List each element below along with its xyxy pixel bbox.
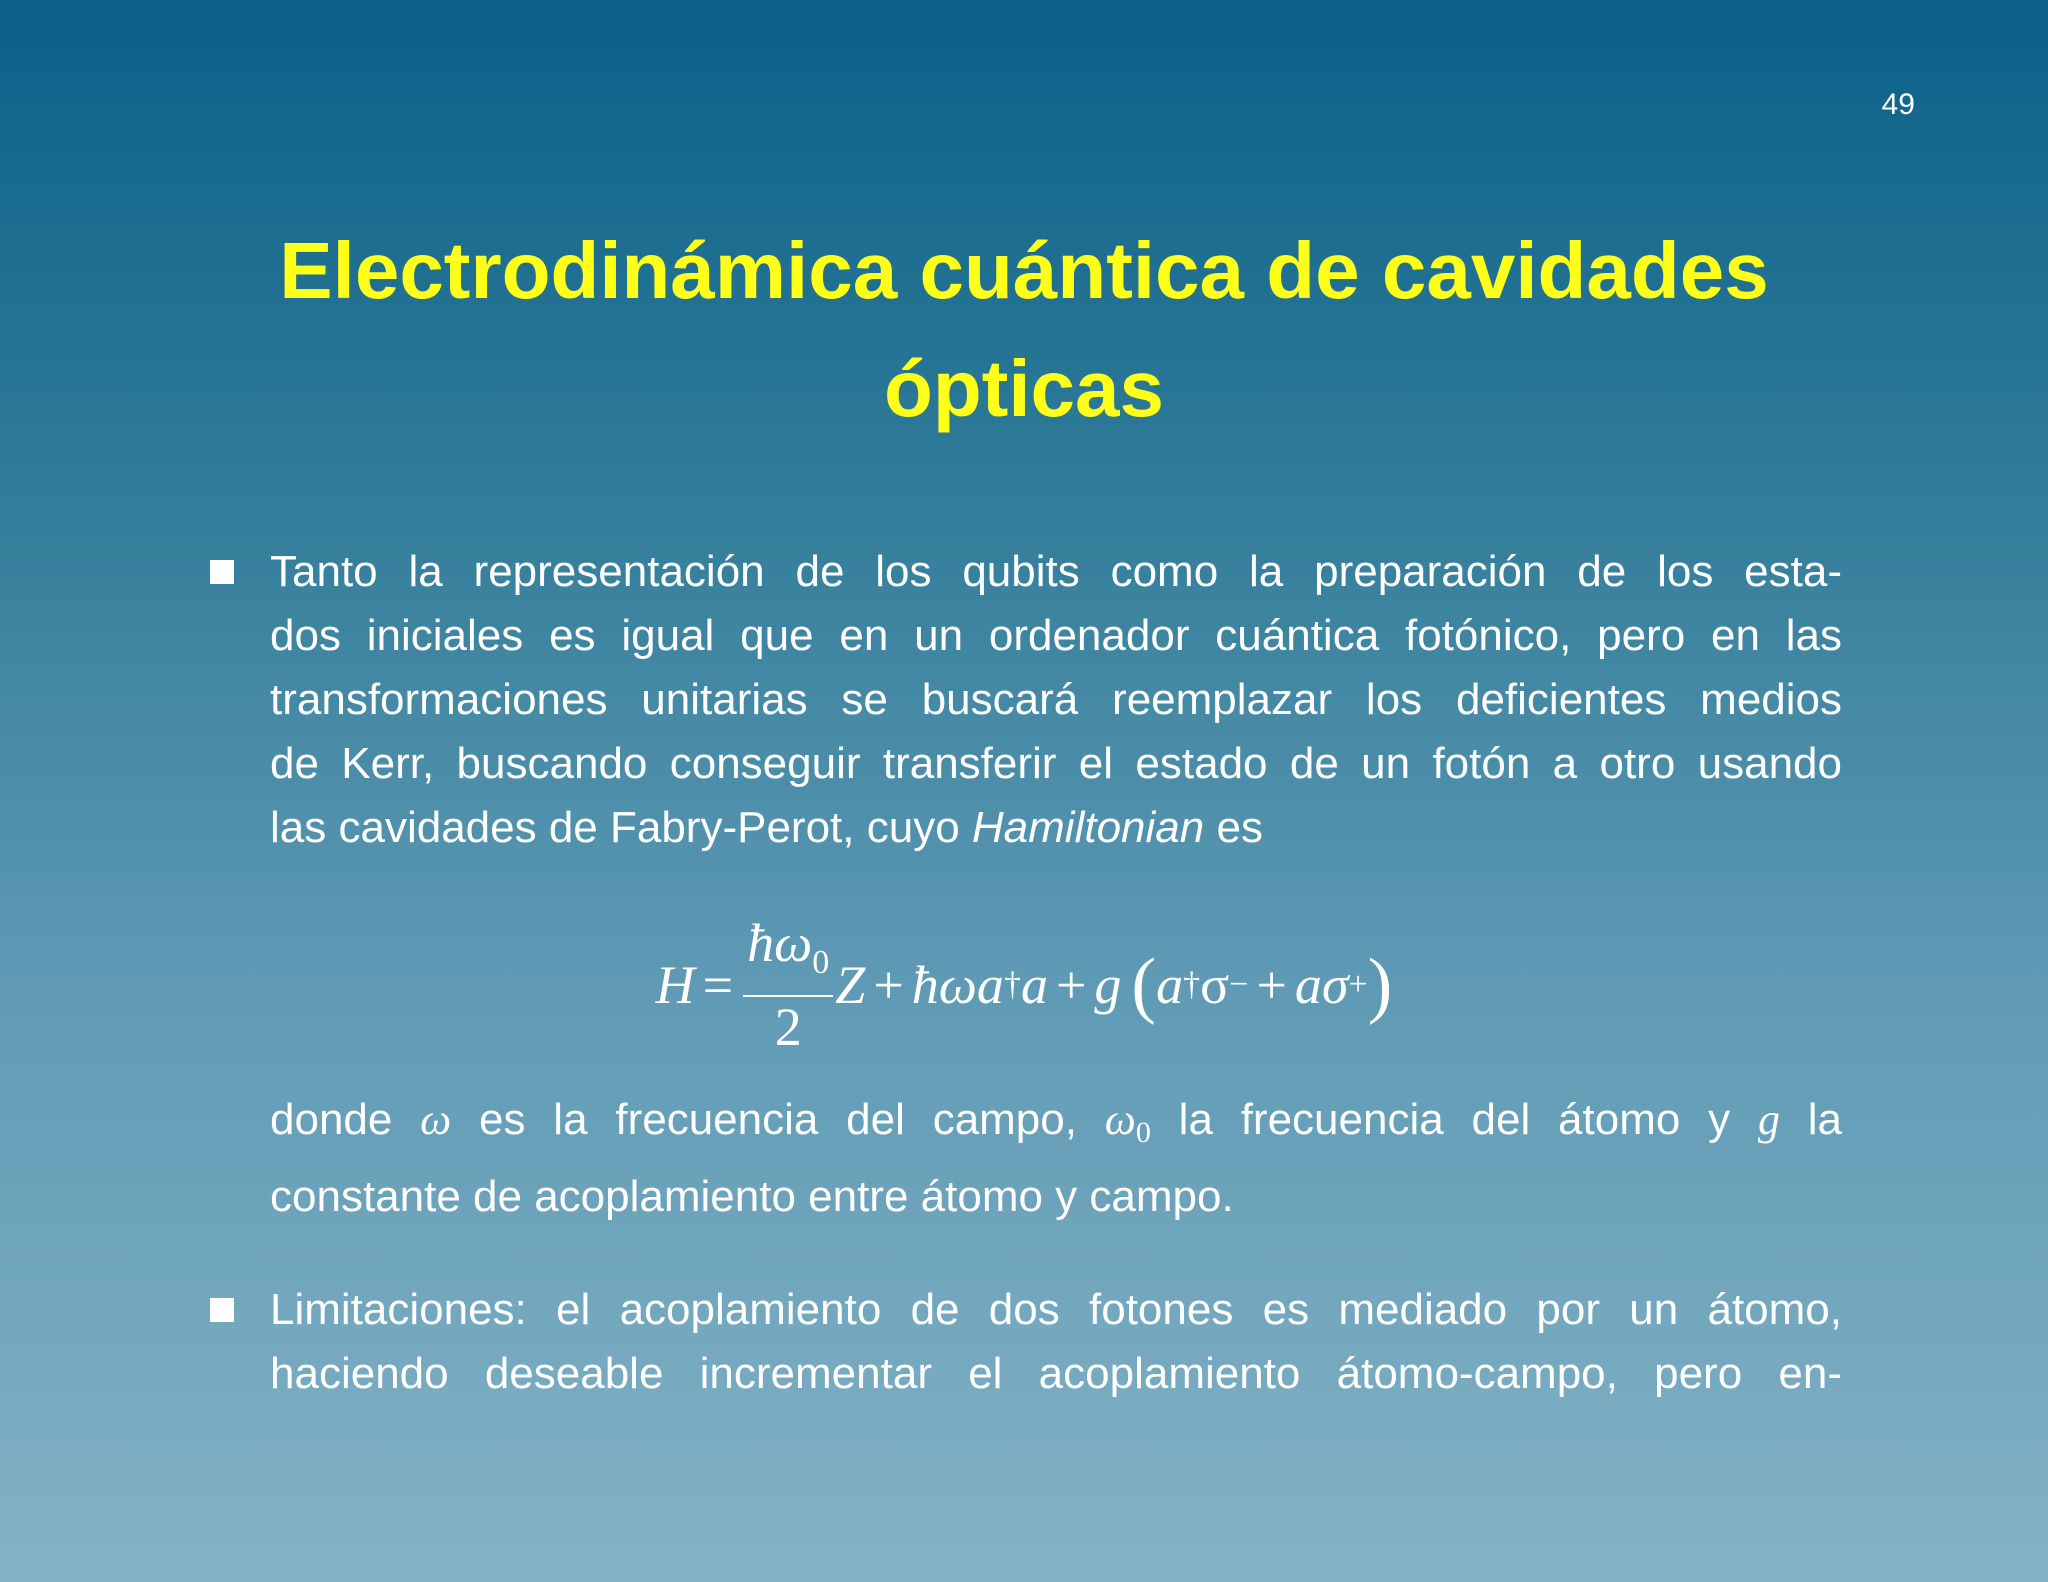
page-number: 49 bbox=[1881, 88, 1915, 121]
bullet-2-line-2: haciendo deseable incrementar el acoplamiento átomo-campo, pero en- bbox=[270, 1349, 1842, 1398]
eq-sigma: σ bbox=[1200, 955, 1230, 1015]
eq-fraction-denominator: 2 bbox=[774, 997, 802, 1057]
where-text-2: es la frecuencia del campo, bbox=[451, 1095, 1105, 1144]
where-line-1 bbox=[270, 1088, 1842, 1165]
eq-fraction-numerator bbox=[743, 915, 833, 997]
bullet-1-line-5-start: las cavidades de Fabry-Perot, cuyo bbox=[270, 803, 972, 852]
hamiltonian-equation bbox=[0, 910, 2048, 1060]
where-line-2: constante de acoplamiento entre átomo y campo. bbox=[270, 1172, 1234, 1221]
eq-z: Z bbox=[835, 955, 866, 1015]
hamiltonian-term: Hamiltonian bbox=[971, 803, 1205, 852]
eq-a: a bbox=[1020, 955, 1048, 1015]
bullet-paragraph-1 bbox=[270, 540, 1842, 860]
bullet-marker-2 bbox=[210, 1298, 234, 1322]
eq-plus-1: + bbox=[873, 955, 904, 1015]
where-text-4: la bbox=[1779, 1095, 1842, 1144]
omega-symbol: ω bbox=[420, 1095, 452, 1144]
eq-lhs: H bbox=[655, 955, 695, 1015]
slide-title-line-1: Electrodinámica cuántica de cavidades bbox=[279, 226, 1769, 315]
bullet-2-line-1: Limitaciones: el acoplamiento de dos fotones es mediado por un átomo, bbox=[270, 1285, 1842, 1334]
eq-sub-plus: + bbox=[1348, 966, 1368, 1003]
bullet-1-line-2: dos iniciales es igual que en un ordenador cuántica fotónico, pero en las bbox=[270, 611, 1842, 660]
omega0-symbol: ω bbox=[1104, 1095, 1136, 1144]
eq-hbar-omega-a: ħωa bbox=[911, 955, 1004, 1015]
bullet-1-line-5-end: es bbox=[1204, 803, 1263, 852]
eq-fraction bbox=[743, 915, 833, 1055]
eq-dagger-1: † bbox=[1003, 966, 1021, 1003]
eq-left-paren: ( bbox=[1131, 944, 1157, 1026]
where-paragraph bbox=[270, 1088, 1842, 1229]
eq-a-sigma: aσ bbox=[1294, 955, 1349, 1015]
bullet-1-line-4: de Kerr, buscando conseguir transferir el estado de un fotón a otro usando bbox=[270, 739, 1842, 788]
eq-hbar-omega: ħω bbox=[747, 913, 813, 973]
bullet-1-line-3: transformaciones unitarias se buscará reemplazar los deficientes medios bbox=[270, 675, 1842, 724]
where-text-3: la frecuencia del átomo y bbox=[1150, 1095, 1758, 1144]
bullet-1-line-1: Tanto la representación de los qubits como la preparación de los esta- bbox=[270, 547, 1842, 596]
eq-g: g bbox=[1094, 955, 1122, 1015]
eq-a-2: a bbox=[1156, 955, 1184, 1015]
where-text-1: donde bbox=[270, 1095, 421, 1144]
eq-plus-3: + bbox=[1256, 955, 1287, 1015]
eq-sub-minus: − bbox=[1229, 966, 1249, 1003]
bullet-marker-1 bbox=[210, 560, 234, 584]
eq-dagger-2: † bbox=[1183, 966, 1201, 1003]
eq-plus-2: + bbox=[1055, 955, 1087, 1015]
omega0-subscript: 0 bbox=[1135, 1116, 1151, 1149]
eq-omega-sub-0: 0 bbox=[812, 944, 830, 981]
bullet-paragraph-2 bbox=[270, 1278, 1842, 1406]
eq-right-paren: ) bbox=[1367, 944, 1393, 1026]
slide-title bbox=[0, 212, 2048, 448]
eq-equals: = bbox=[702, 955, 734, 1015]
bullet-1-line-5 bbox=[270, 796, 1842, 860]
slide-title-line-2: ópticas bbox=[883, 344, 1165, 433]
g-symbol: g bbox=[1757, 1095, 1780, 1144]
